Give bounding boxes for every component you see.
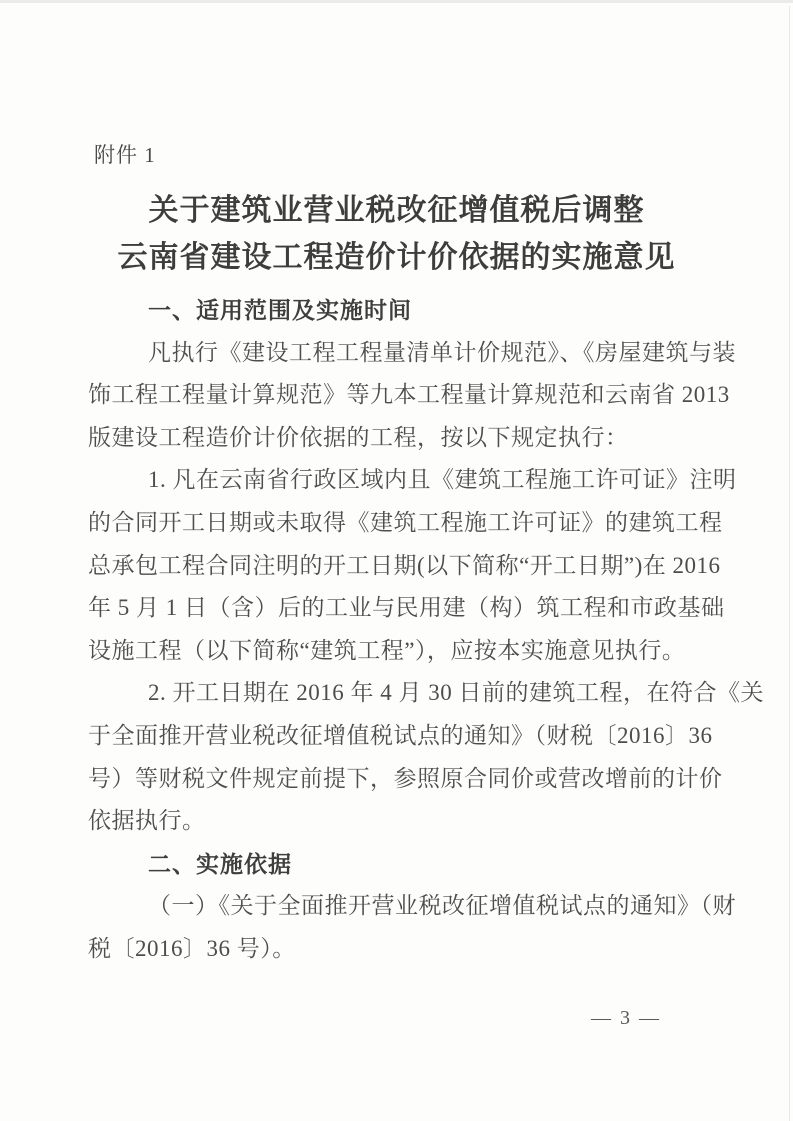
scan-edge-top [0, 0, 793, 3]
text-line: 的合同开工日期或未取得《建筑工程施工许可证》的建筑工程 [88, 509, 723, 535]
text-line: 设施工程（以下简称“建筑工程”），应按本实施意见执行。 [88, 637, 686, 663]
text-line: 总承包工程合同注明的开工日期(以下简称“开工日期”)在 2016 [88, 552, 721, 578]
text-line: 税〔2016〕36 号）。 [88, 935, 296, 961]
text-line: 年 5 月 1 日（含）后的工业与民用建（构）筑工程和市政基础 [88, 595, 725, 621]
text-line: 凡执行《建设工程工程量清单计价规范》、《房屋建筑与装 [148, 339, 736, 365]
document-title-line-2: 云南省建设工程造价计价依据的实施意见 [117, 241, 676, 274]
text-line: 版建设工程造价计价依据的工程，按以下规定执行： [88, 424, 629, 450]
text-line: 1. 凡在云南省行政区域内且《建筑工程施工许可证》注明 [148, 467, 737, 493]
text-line: 2. 开工日期在 2016 年 4 月 30 日前的建筑工程，在符合《关 [148, 680, 764, 706]
section-heading: 一、适用范围及实施时间 [148, 297, 412, 323]
text-line: （一）《关于全面推开营业税改征增值税试点的通知》（财 [148, 893, 736, 919]
attachment-label: 附件 1 [94, 143, 156, 167]
page-number: — 3 — [591, 1007, 661, 1029]
text-line: 号）等财税文件规定前提下，参照原合同价或营改增前的计价 [88, 765, 723, 791]
document-title-line-1: 关于建筑业营业税改征增值税后调整 [148, 194, 645, 227]
section-heading: 二、实施依据 [148, 850, 292, 877]
document-body [88, 289, 764, 971]
text-line: 依据执行。 [88, 808, 206, 834]
text-line: 饰工程工程量计算规范》等九本工程量计算规范和云南省 2013 [88, 382, 730, 408]
scan-edge-right [789, 6, 790, 1121]
text-line: 于全面推开营业税改征增值税试点的通知》（财税〔2016〕36 [88, 722, 713, 748]
document-title [0, 187, 793, 281]
